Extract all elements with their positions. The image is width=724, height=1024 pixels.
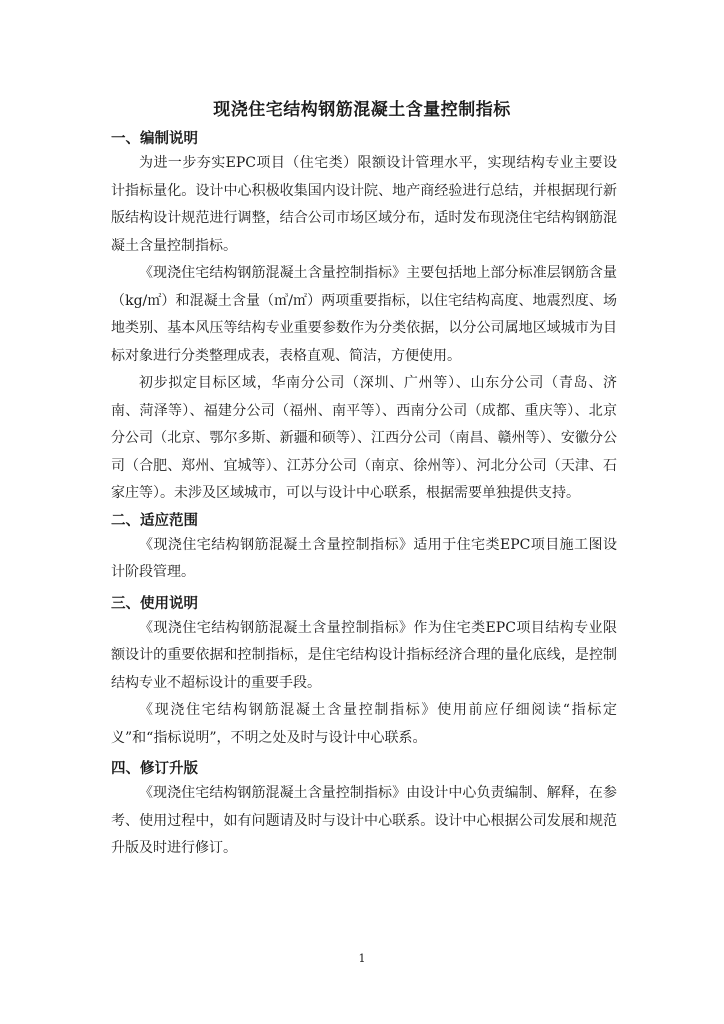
paragraph: 《现浇住宅结构钢筋混凝土含量控制指标》适用于住宅类EPC项目施工图设计阶段管理。	[111, 536, 617, 580]
paragraph: 初步拟定目标区域，华南分公司（深圳、广州等）、山东分公司（青岛、济南、菏泽等）、福建分公司（福州、南平等）、西南分公司（成都、重庆等）、北京分公司（北京、鄂尔多斯、新疆和硕等）、江西分公司（南昌、赣州等）、安徽分公司（合肥、郑州、宜城等）、江苏分公司（南京、徐州等）、河北分公司（天津、石家庄等）。未涉及区域城市，可以与设计中心联系，根据需要单独提供支持。	[111, 375, 617, 501]
paragraph: 《现浇住宅结构钢筋混凝土含量控制指标》作为住宅类EPC项目结构专业限额设计的重要依据和控制指标，是住宅结构设计指标经济合理的量化底线，是控制结构专业不超标设计的重要手段。	[111, 619, 617, 691]
section-heading: 三、使用说明	[111, 595, 198, 612]
document-title: 现浇住宅结构钢筋混凝土含量控制指标	[213, 100, 511, 120]
section-heading: 四、修订升版	[111, 761, 198, 777]
paragraph: 《现浇住宅结构钢筋混凝土含量控制指标》主要包括地上部分标准层钢筋含量（kg/㎡）和混凝土含量（㎥/㎡）两项重要指标，以住宅结构高度、地震烈度、场地类别、基本风压等结构专业重要参数作为分类依据，以分公司属地区域城市为目标对象进行分类整理成表，表格直观、简洁，方便使用。	[111, 265, 617, 364]
section-heading: 二、适应范围	[111, 512, 198, 529]
section-compilation-notes	[111, 128, 617, 508]
document-body	[111, 128, 617, 863]
section-revision	[111, 758, 617, 863]
section-scope	[111, 510, 617, 587]
section-heading: 一、编制说明	[111, 131, 198, 147]
paragraph: 为进一步夯实EPC项目（住宅类）限额设计管理水平，实现结构专业主要设计指标量化。设计中心积极收集国内设计院、地产商经验进行总结，并根据现行新版结构设计规范进行调整，结合公司市场区域分布，适时发布现浇住宅结构钢筋混凝土含量控制指标。	[111, 155, 617, 254]
section-usage-notes	[111, 593, 617, 753]
paragraph: 《现浇住宅结构钢筋混凝土含量控制指标》由设计中心负责编制、解释，在参考、使用过程中，如有问题请及时与设计中心联系。设计中心根据公司发展和规范升版及时进行修订。	[111, 785, 617, 856]
paragraph: 《现浇住宅结构钢筋混凝土含量控制指标》使用前应仔细阅读“指标定义”和“指标说明”，不明之处及时与设计中心联系。	[111, 702, 617, 746]
page-number: 1	[358, 952, 366, 965]
